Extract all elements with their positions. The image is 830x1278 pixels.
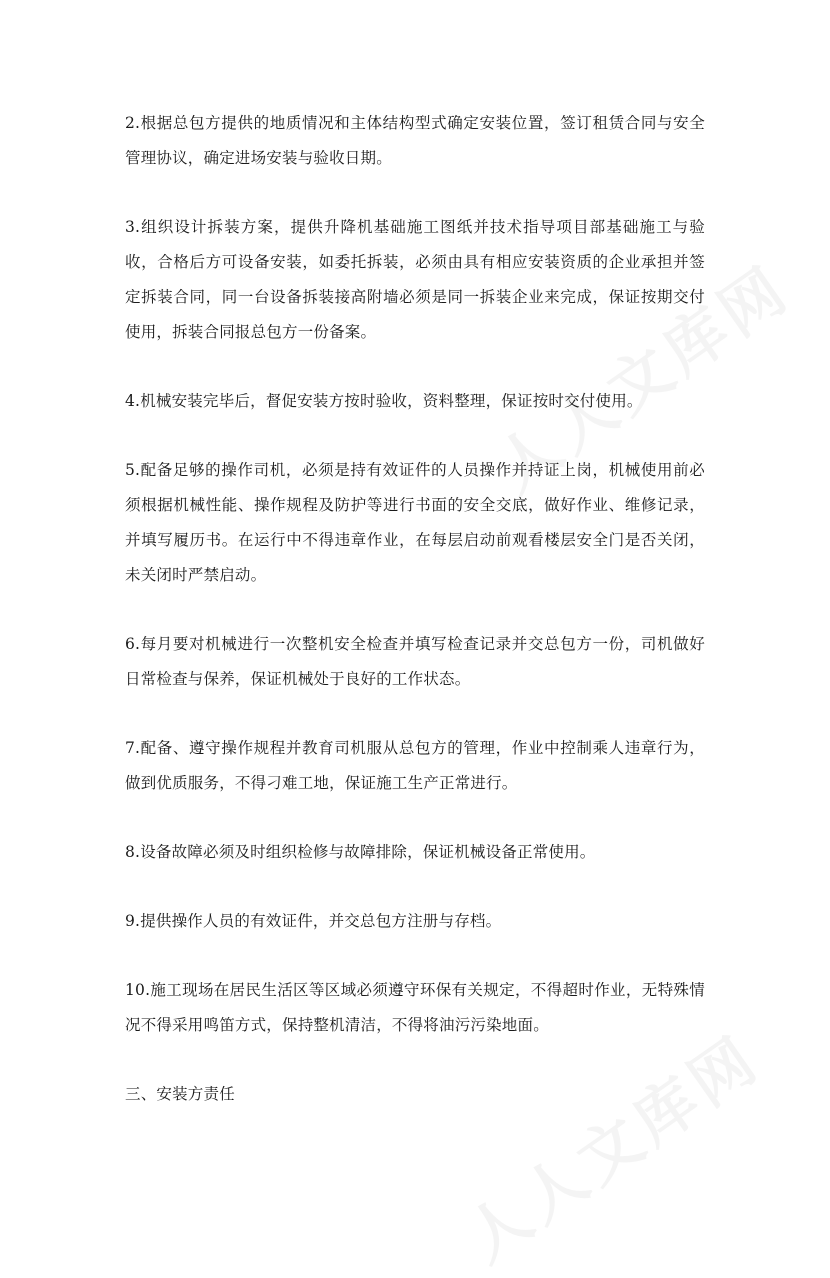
- paragraph-10: 10.施工现场在居民生活区等区域必须遵守环保有关规定，不得超时作业，无特殊情况不得采用鸣笛方式，保持整机清洁，不得将油污污染地面。: [125, 981, 705, 1034]
- paragraph-6: 6.每月要对机械进行一次整机安全检查并填写检查记录并交总包方一份，司机做好日常检查与保养，保证机械处于良好的工作状态。: [125, 635, 705, 688]
- paragraph-8: 8.设备故障必须及时组织检修与故障排除，保证机械设备正常使用。: [125, 843, 596, 861]
- section-heading: 三、安装方责任: [125, 1085, 235, 1103]
- paragraph-7: 7.配备、遵守操作规程并教育司机服从总包方的管理，作业中控制乘人违章行为，做到优质服务，不得刁难工地，保证施工生产正常进行。: [125, 739, 705, 792]
- paragraph-5: 5.配备足够的操作司机，必须是持有效证件的人员操作并持证上岗，机械使用前必须根据机械性能、操作规程及防护等进行书面的安全交底，做好作业、维修记录，并填写履历书。在运行中不得违章作业，在每层启动前观看楼层安全门是否关闭，未关闭时严禁启动。: [125, 461, 705, 584]
- document-body: [125, 106, 705, 1112]
- paragraph-4: 4.机械安装完毕后，督促安装方按时验收，资料整理，保证按时交付使用。: [125, 392, 643, 410]
- paragraph-9: 9.提供操作人员的有效证件，并交总包方注册与存档。: [125, 912, 502, 930]
- paragraph-3: 3.组织设计拆装方案，提供升降机基础施工图纸并技术指导项目部基础施工与验收，合格后方可设备安装，如委托拆装，必须由具有相应安装资质的企业承担并签定拆装合同，同一台设备拆装接高附墙必须是同一拆装企业来完成，保证按期交付使用，拆装合同报总包方一份备案。: [125, 218, 705, 341]
- paragraph-2: 2.根据总包方提供的地质情况和主体结构型式确定安装位置，签订租赁合同与安全管理协议，确定进场安装与验收日期。: [125, 114, 705, 167]
